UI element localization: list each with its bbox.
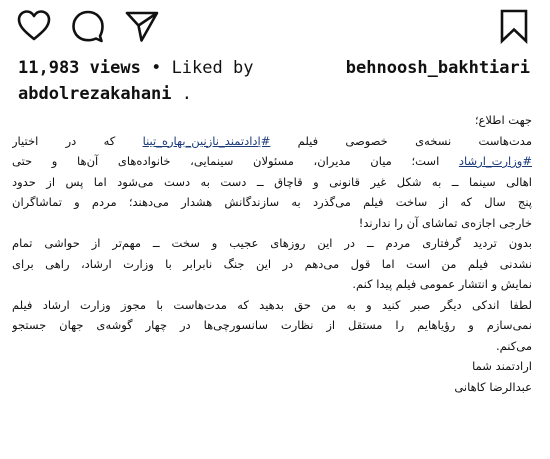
comment-icon[interactable] <box>70 8 106 44</box>
views-label: views <box>79 58 141 78</box>
views-count[interactable]: 11,983 <box>18 58 80 78</box>
caption-line-2 <box>12 131 532 152</box>
hashtag-link-ministry[interactable]: #وزارت_ارشاد <box>458 154 532 168</box>
meta-separator: • <box>140 58 172 78</box>
caption-line-6: خارجی اجازه‌ی تماشای آن را ندارند! <box>358 215 532 230</box>
liker-suffix: . <box>171 84 193 104</box>
caption-line-2-start: مدت‌هاست نسخه‌ی خصوصی فیلم <box>270 133 532 148</box>
caption-line-1: جهت اطلاع؛ <box>474 113 532 127</box>
views-and-likes <box>18 58 253 78</box>
post-caption <box>12 110 532 397</box>
caption-line-9: نمایش و انتشار عمومی فیلم پیدا کنم. <box>352 277 532 291</box>
post-meta <box>18 56 534 106</box>
caption-line-13: ارادتمند شما <box>472 359 532 373</box>
bookmark-icon[interactable] <box>496 8 532 44</box>
liker-line <box>18 84 192 104</box>
caption-line-10: لطفا اندکی دیگر صبر کنید و به من حق بدهید که مدت‌هاست با مجوز وزارت ارشاد فیلم <box>12 297 532 312</box>
caption-line-3-end: است؛ میان مدیران، مسئولان سینمایی، خانواده‌های آن‌ها و حتی <box>12 154 459 168</box>
caption-line-14: عبدالرضا کاهانی <box>454 379 532 394</box>
heart-icon[interactable] <box>16 8 52 44</box>
liker-username[interactable]: abdolrezakahani <box>18 84 172 104</box>
caption-line-4: اهالی سینما ــ به شکل غیر قانونی و قاچاق ــ دست به دست می‌شود اما پس از حدود <box>12 174 532 189</box>
post-action-bar <box>0 0 550 52</box>
liked-by-label: Liked by <box>171 58 254 78</box>
caption-line-12: می‌کنم. <box>496 338 532 353</box>
caption-line-2-end: که در اختیار <box>12 133 143 148</box>
caption-line-11: نمی‌سازم و رؤیاهایم را مستقل از نظارت سانسورچی‌ها در چهار گوشه‌ی جهان جستجو <box>12 318 532 332</box>
hashtag-link-film[interactable]: #اِدادتمند_نازنین_بهاره_تینا <box>142 133 271 148</box>
caption-line-3 <box>12 151 532 172</box>
caption-line-5: پنج سال که از ساخت فیلم می‌گذرد به سازندگانش هشدار می‌دهند؛ مردم و تماشاگران <box>12 195 532 209</box>
owner-username[interactable]: behnoosh_bakhtiari <box>345 58 530 78</box>
paper-plane-icon[interactable] <box>124 8 160 44</box>
caption-line-8: نشدنی فیلم من است اما قول می‌دهم در این جنگ نابرابر با وزارت ارشاد، راهی برای <box>12 256 532 271</box>
caption-line-7: بدون تردید گرفتاری مردم ــ در این روزهای عجیب و سخت ــ مهم‌تر از حواشی تمام <box>12 236 532 250</box>
